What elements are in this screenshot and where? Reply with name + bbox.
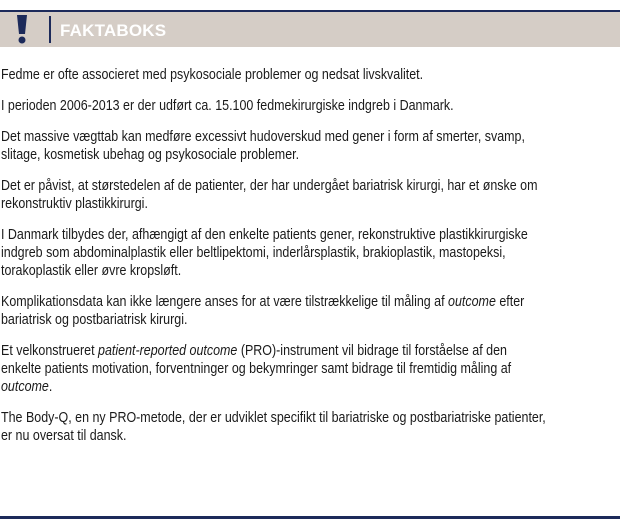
text-segment: Fedme er ofte associeret med psykosociale problemer og nedsat livskvalitet. [1,67,424,83]
text-line [1,262,546,280]
text-line [1,342,546,360]
text-segment: Et velkonstrueret [1,343,99,359]
text-line [1,360,546,378]
factbox-content [1,66,620,458]
text-segment: efter [495,294,525,310]
text-segment: Det er påvist, at størstedelen af de patienter, der har undergået bariatrisk kirurgi, har et ønske om [1,178,538,194]
factbox-title: FAKTABOKS [60,21,167,40]
paragraph [1,409,620,445]
text-line [1,66,546,84]
text-segment: rekonstruktiv plastikkirurgi. [1,196,148,212]
text-line [1,293,546,311]
paragraph [1,128,620,164]
text-segment: er nu oversat til dansk. [1,428,127,444]
bottom-rule [0,516,620,519]
text-segment: I Danmark tilbydes der, afhængigt af den enkelte patients gener, rekonstruktive plastikkirurgiske [1,227,528,243]
text-line [1,195,546,213]
paragraph [1,342,620,396]
text-segment: torakoplastik eller øvre kropsløft. [1,263,182,279]
paragraph [1,226,620,280]
italic-text: outcome [448,294,496,310]
text-segment: slitage, kosmetisk ubehag og psykosociale problemer. [1,147,300,163]
paragraph [1,177,620,213]
text-segment: Det massive vægttab kan medføre excessivt hudoverskud med gener i form af smerter, svamp, [1,129,525,145]
text-line [1,378,546,396]
text-segment: Komplikationsdata kan ikke længere anses for at være tilstrækkelige til måling af [1,294,449,310]
text-line [1,409,546,427]
paragraph [1,293,620,329]
text-line [1,128,546,146]
text-segment: indgreb som abdominalplastik eller beltlipektomi, inderlårsplastik, brakioplastik, mastopeksi, [1,245,506,261]
text-line [1,226,546,244]
header-divider [49,16,51,43]
paragraph [1,66,620,84]
paragraph [1,97,620,115]
text-line [1,311,546,329]
factbox-header [0,12,620,47]
text-segment: bariatrisk og postbariatrisk kirurgi. [1,312,188,328]
italic-text: patient-reported outcome [98,343,238,359]
text-line [1,244,546,262]
text-segment: The Body-Q, en ny PRO-metode, der er udviklet specifikt til bariatriske og postbariatriske patienter, [1,410,546,426]
text-line [1,146,546,164]
text-segment: . [48,379,53,395]
text-line [1,427,546,445]
text-segment: I perioden 2006-2013 er der udført ca. 15.100 fedmekirurgiske indgreb i Danmark. [1,98,454,114]
text-segment: enkelte patients motivation, forventninger og bekymringer samt bidrage til fremtidig måling af [1,361,512,377]
text-line [1,177,546,195]
text-line [1,97,546,115]
text-segment: (PRO)-instrument vil bidrage til forståelse af den [237,343,507,359]
italic-text: outcome [1,379,49,395]
exclamation-icon [16,14,28,44]
